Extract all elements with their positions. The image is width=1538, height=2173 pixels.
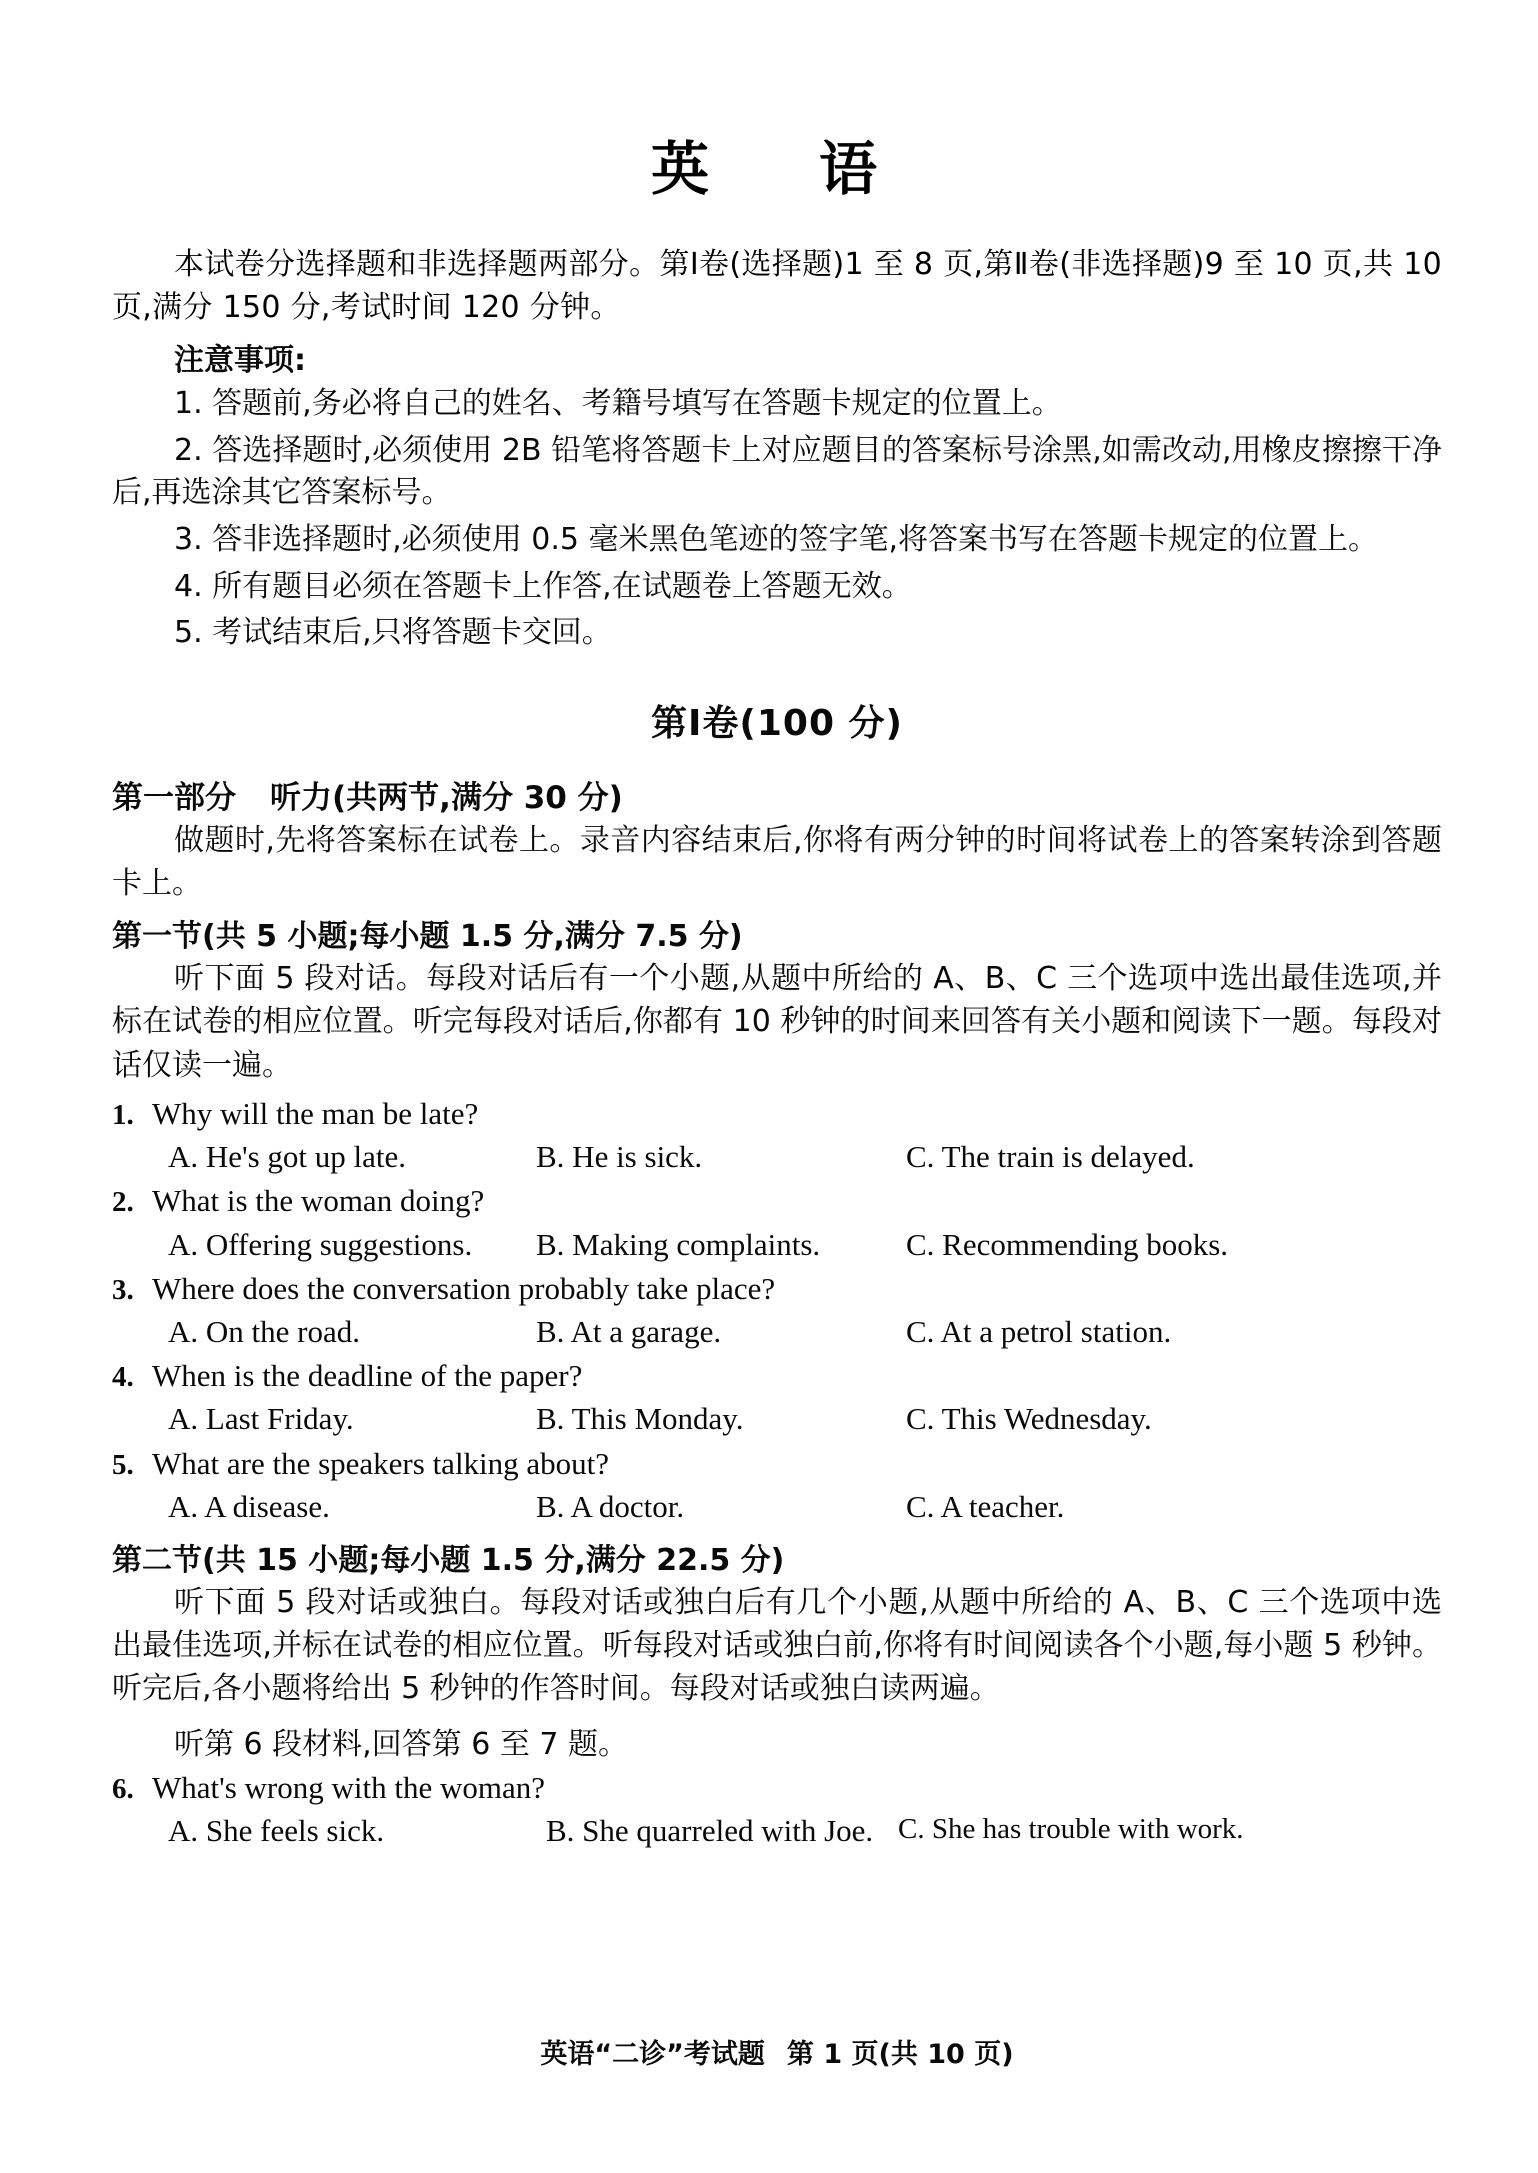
notice-item-5: 5. 考试结束后,只将答题卡交回。	[174, 615, 612, 651]
section-two-instruction: 听下面 5 段对话或独白。每段对话或独白后有几个小题,从题中所给的 A、B、C 三个选项中选出最佳选项,并标在试卷的相应位置。听每段对话或独白前,你将有时间阅读各个小题,每小题 5 秒钟。听完后,各小题将给出 5 秒钟的作答时间。每段对话或独白读两遍。	[112, 1584, 1442, 1707]
option-c[interactable]: C. The train is delayed.	[906, 1139, 1195, 1175]
section-two-questions	[112, 1767, 1442, 1853]
option-b[interactable]: B. This Monday.	[536, 1401, 744, 1437]
option-b[interactable]: B. At a garage.	[536, 1314, 722, 1350]
question-number: 5.	[112, 1448, 134, 1481]
option-c[interactable]: C. She has trouble with work.	[898, 1812, 1244, 1845]
section-two-cue: 听第 6 段材料,回答第 6 至 7 题。	[174, 1726, 629, 1762]
option-b[interactable]: B. He is sick.	[536, 1139, 703, 1175]
question-text: What is the woman doing?	[152, 1183, 485, 1219]
option-a[interactable]: A. On the road.	[168, 1314, 360, 1350]
question-5	[112, 1443, 1442, 1529]
option-a[interactable]: A. Offering suggestions.	[168, 1226, 473, 1262]
notice-item-1: 1. 答题前,务必将自己的姓名、考籍号填写在答题卡规定的位置上。	[174, 386, 1062, 422]
option-c[interactable]: C. This Wednesday.	[906, 1401, 1152, 1437]
question-2	[112, 1180, 1442, 1266]
notice-item-2: 2. 答选择题时,必须使用 2B 铅笔将答题卡上对应题目的答案标号涂黑,如需改动,用橡皮擦擦干净后,再选涂其它答案标号。	[112, 432, 1442, 511]
part-one-heading	[112, 772, 1442, 817]
question-options-row	[112, 1809, 1442, 1853]
question-options-row	[112, 1135, 1442, 1179]
question-3	[112, 1268, 1442, 1354]
section-one-instruction: 听下面 5 段对话。每段对话后有一个小题,从题中所给的 A、B、C 三个选项中选出最佳选项,并标在试卷的相应位置。听完每段对话后,你都有 10 秒钟的时间来回答有关小题和阅读下一题。每段对话仅读一遍。	[112, 961, 1442, 1083]
option-a[interactable]: A. He's got up late.	[168, 1139, 407, 1175]
question-number: 1.	[112, 1098, 134, 1131]
question-stem-row	[112, 1767, 1442, 1809]
option-c[interactable]: C. Recommending books.	[906, 1226, 1229, 1262]
question-6	[112, 1767, 1442, 1853]
question-text: When is the deadline of the paper?	[152, 1358, 583, 1394]
question-options-row	[112, 1223, 1442, 1267]
intro-paragraph: 本试卷分选择题和非选择题两部分。第Ⅰ卷(选择题)1 至 8 页,第Ⅱ卷(非选择题)9 至 10 页,共 10 页,满分 150 分,考试时间 120 分钟。	[112, 247, 1442, 325]
question-text: What's wrong with the woman?	[152, 1769, 545, 1805]
question-4	[112, 1355, 1442, 1441]
page-title: 英 语	[650, 135, 903, 203]
question-stem-row	[112, 1093, 1442, 1135]
option-a[interactable]: A. She feels sick.	[168, 1812, 385, 1848]
question-text: What are the speakers talking about?	[152, 1445, 610, 1481]
question-stem-row	[112, 1180, 1442, 1222]
question-options-row	[112, 1397, 1442, 1441]
section-one-questions	[112, 1093, 1442, 1529]
option-c[interactable]: C. A teacher.	[906, 1488, 1065, 1524]
question-stem-row	[112, 1268, 1442, 1310]
option-c[interactable]: C. At a petrol station.	[906, 1314, 1172, 1350]
footer-page-number: 第 1 页(共 10 页)	[786, 2039, 1014, 2070]
option-a[interactable]: A. A disease.	[168, 1488, 330, 1524]
option-b[interactable]: B. She quarreled with Joe.	[546, 1812, 874, 1848]
volume-heading: 第Ⅰ卷(100 分)	[651, 702, 903, 744]
question-number: 4.	[112, 1361, 134, 1394]
section-two-heading: 第二节(共 15 小题;每小题 1.5 分,满分 22.5 分)	[112, 1542, 785, 1578]
part-one-meta: (共两节,满分 30 分)	[332, 779, 623, 816]
notice-item-3: 3. 答非选择题时,必须使用 0.5 毫米黑色笔迹的签字笔,将答案书写在答题卡规定的位置上。	[174, 521, 1379, 557]
option-a[interactable]: A. Last Friday.	[168, 1401, 354, 1437]
question-text: Why will the man be late?	[152, 1095, 479, 1131]
notice-label: 注意事项:	[174, 343, 306, 379]
notice-item-4: 4. 所有题目必须在答题卡上作答,在试题卷上答题无效。	[174, 568, 912, 604]
part-one-instruction: 做题时,先将答案标在试卷上。录音内容结束后,你将有两分钟的时间将试卷上的答案转涂到答题卡上。	[112, 822, 1442, 901]
question-text: Where does the conversation probably take place?	[152, 1270, 776, 1306]
section-one-heading: 第一节(共 5 小题;每小题 1.5 分,满分 7.5 分)	[112, 919, 743, 955]
question-options-row	[112, 1310, 1442, 1354]
intro-section	[112, 244, 1442, 329]
part-one-label: 第一部分	[112, 779, 236, 816]
notice-section	[112, 335, 1442, 655]
option-b[interactable]: B. A doctor.	[536, 1488, 685, 1524]
footer-exam-title: 英语“二诊”考试题	[540, 2039, 765, 2070]
question-1	[112, 1093, 1442, 1179]
question-number: 2.	[112, 1186, 134, 1219]
question-stem-row	[112, 1443, 1442, 1485]
question-options-row	[112, 1485, 1442, 1529]
option-b[interactable]: B. Making complaints.	[536, 1226, 821, 1262]
page-footer	[112, 2032, 1442, 2071]
question-number: 3.	[112, 1273, 134, 1306]
question-stem-row	[112, 1355, 1442, 1397]
part-one-name: 听力	[270, 779, 332, 816]
page-content	[112, 0, 1442, 2173]
question-number: 6.	[112, 1772, 134, 1805]
